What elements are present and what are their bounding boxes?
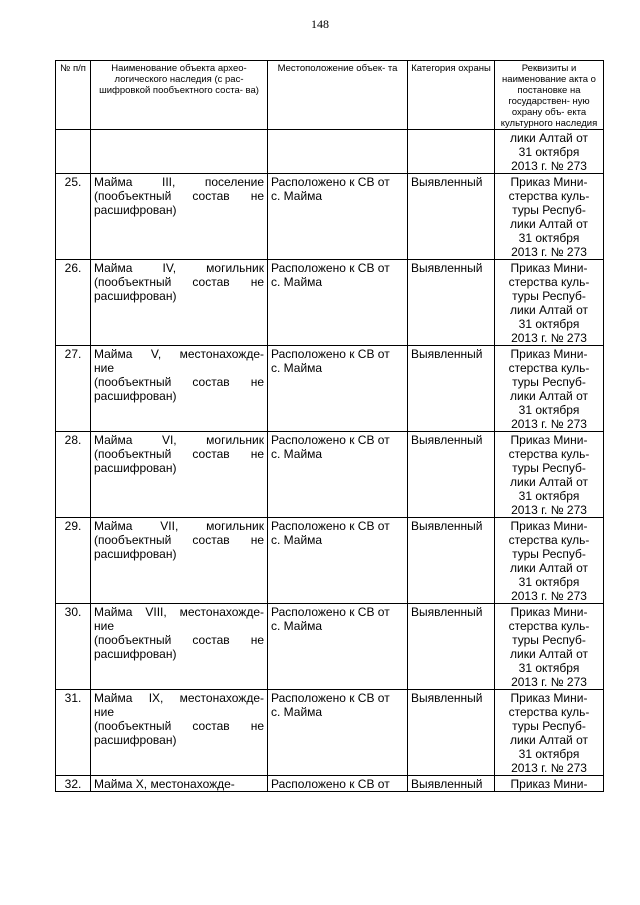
table-header-row [56, 61, 604, 130]
cell-line: 2013 г. № 273 [511, 503, 587, 517]
cell-line: 2013 г. № 273 [511, 245, 587, 259]
cell-line: Приказ Мини- [510, 261, 588, 275]
cell-line: 2013 г. № 273 [511, 331, 587, 345]
header-location: Местоположение объек- та [268, 61, 408, 130]
cell-line: с. Майма [271, 705, 323, 719]
header-name: Наименование объекта архео- логического наследия (с рас- шифровкой пообъектного соста- ва) [91, 61, 268, 130]
location-cell [268, 690, 408, 776]
continuation-category-cell [408, 130, 495, 174]
cell-line: с. Майма [271, 447, 323, 461]
row-number: 26. [56, 260, 91, 346]
table-row-partial [56, 776, 604, 792]
heritage-register-table [55, 60, 604, 792]
cell-line: 31 октября [518, 489, 580, 503]
cell-line: Приказ Мини- [510, 175, 588, 189]
cell-line: туры Респуб- [512, 461, 586, 475]
continuation-row [56, 130, 604, 174]
location-cell [268, 604, 408, 690]
cell-line: Майма VIII, местонахожде- [94, 605, 264, 619]
requisites-cell [495, 690, 604, 776]
cell-line: расшифрован) [94, 289, 177, 303]
table-row [56, 260, 604, 346]
cell-line: (пообъектный состав не [94, 189, 264, 203]
row-number: 29. [56, 518, 91, 604]
requisites-cell [495, 260, 604, 346]
cell-line: 31 октября [518, 747, 580, 761]
header-requisites: Реквизиты и наименование акта о постановке на государствен- ную охрану объ- екта культурного наследия [495, 61, 604, 130]
table-row [56, 432, 604, 518]
row-number: 31. [56, 690, 91, 776]
location-cell [268, 346, 408, 432]
category-cell: Выявленный [408, 260, 495, 346]
category-cell: Выявленный [408, 690, 495, 776]
cell-line: 31 октября [518, 231, 580, 245]
table-row [56, 346, 604, 432]
cell-line: расшифрован) [94, 203, 177, 217]
location-cell [268, 174, 408, 260]
cell-line: стерства куль- [508, 361, 590, 375]
cell-line: Расположено к СВ от [271, 691, 390, 705]
row-number: 30. [56, 604, 91, 690]
object-name-cell [91, 346, 268, 432]
cell-line: расшифрован) [94, 547, 177, 561]
cell-line: расшифрован) [94, 389, 177, 403]
cell-line: стерства куль- [508, 275, 590, 289]
cell-line: стерства куль- [508, 705, 590, 719]
continuation-num-cell [56, 130, 91, 174]
requisites-cell [495, 346, 604, 432]
object-name-cell [91, 432, 268, 518]
header-num: № п/п [56, 61, 91, 130]
cell-line: Приказ Мини- [510, 519, 588, 533]
cell-line: Майма VII, могильник [94, 519, 264, 533]
table-row [56, 174, 604, 260]
cell-line: Майма V, местонахожде- [94, 347, 264, 361]
requisites-cell [495, 174, 604, 260]
cell-line: расшифрован) [94, 733, 177, 747]
cell-line: Расположено к СВ от [271, 261, 390, 275]
cell-line: 2013 г. № 273 [511, 675, 587, 689]
cell-line: ние [94, 705, 115, 719]
cell-line: Приказ Мини- [510, 691, 588, 705]
location-cell: Расположено к СВ от [268, 776, 408, 792]
object-name-cell [91, 260, 268, 346]
requisites-line: лики Алтай от [510, 131, 588, 145]
cell-line: с. Майма [271, 361, 323, 375]
category-cell: Выявленный [408, 346, 495, 432]
cell-line: (пообъектный состав не [94, 375, 264, 389]
cell-line: ние [94, 619, 115, 633]
page-number: 148 [311, 17, 329, 31]
object-name-cell [91, 174, 268, 260]
cell-line: стерства куль- [508, 189, 590, 203]
cell-line: лики Алтай от [510, 475, 588, 489]
location-cell [268, 432, 408, 518]
cell-line: туры Респуб- [512, 203, 586, 217]
object-name-cell [91, 690, 268, 776]
continuation-location-cell [268, 130, 408, 174]
cell-line: 31 октября [518, 403, 580, 417]
cell-line: 2013 г. № 273 [511, 589, 587, 603]
row-number: 25. [56, 174, 91, 260]
cell-line: лики Алтай от [510, 303, 588, 317]
cell-line: с. Майма [271, 275, 323, 289]
cell-line: (пообъектный состав не [94, 533, 264, 547]
cell-line: 2013 г. № 273 [511, 761, 587, 775]
table-row [56, 690, 604, 776]
cell-line: 31 октября [518, 661, 580, 675]
cell-line: Майма VI, могильник [94, 433, 264, 447]
cell-line: Приказ Мини- [510, 433, 588, 447]
row-number: 32. [56, 776, 91, 792]
cell-line: стерства куль- [508, 619, 590, 633]
cell-line: туры Респуб- [512, 633, 586, 647]
continuation-requisites-cell [495, 130, 604, 174]
cell-line: Расположено к СВ от [271, 433, 390, 447]
cell-line: Майма IX, местонахожде- [94, 691, 264, 705]
table-row [56, 604, 604, 690]
cell-line: лики Алтай от [510, 733, 588, 747]
object-name-cell: Майма X, местонахожде- [91, 776, 268, 792]
cell-line: с. Майма [271, 533, 323, 547]
cell-line: туры Респуб- [512, 719, 586, 733]
table-row [56, 518, 604, 604]
requisites-line: 2013 г. № 273 [511, 159, 587, 173]
cell-line: с. Майма [271, 619, 323, 633]
cell-line: лики Алтай от [510, 647, 588, 661]
cell-line: расшифрован) [94, 647, 177, 661]
row-number: 27. [56, 346, 91, 432]
category-cell: Выявленный [408, 604, 495, 690]
cell-line: ние [94, 361, 115, 375]
requisites-cell [495, 604, 604, 690]
cell-line: Расположено к СВ от [271, 175, 390, 189]
cell-line: лики Алтай от [510, 217, 588, 231]
cell-line: расшифрован) [94, 461, 177, 475]
cell-line: лики Алтай от [510, 561, 588, 575]
cell-line: Майма IV, могильник [94, 261, 264, 275]
category-cell: Выявленный [408, 518, 495, 604]
location-cell [268, 518, 408, 604]
header-category: Категория охраны [408, 61, 495, 130]
cell-line: туры Респуб- [512, 547, 586, 561]
cell-line: Расположено к СВ от [271, 347, 390, 361]
cell-line: стерства куль- [508, 533, 590, 547]
category-cell: Выявленный [408, 174, 495, 260]
row-number: 28. [56, 432, 91, 518]
cell-line: лики Алтай от [510, 389, 588, 403]
cell-line: Приказ Мини- [510, 605, 588, 619]
requisites-line: 31 октября [518, 145, 580, 159]
cell-line: (пообъектный состав не [94, 633, 264, 647]
category-cell: Выявленный [408, 776, 495, 792]
requisites-cell [495, 518, 604, 604]
cell-line: Майма III, поселение [94, 175, 264, 189]
cell-line: (пообъектный состав не [94, 275, 264, 289]
cell-line: туры Респуб- [512, 375, 586, 389]
cell-line: 31 октября [518, 317, 580, 331]
cell-line: 2013 г. № 273 [511, 417, 587, 431]
object-name-cell [91, 518, 268, 604]
cell-line: Расположено к СВ от [271, 519, 390, 533]
cell-line: (пообъектный состав не [94, 447, 264, 461]
cell-line: туры Респуб- [512, 289, 586, 303]
cell-line: Приказ Мини- [510, 347, 588, 361]
cell-line: Расположено к СВ от [271, 605, 390, 619]
continuation-name-cell [91, 130, 268, 174]
cell-line: с. Майма [271, 189, 323, 203]
cell-line: стерства куль- [508, 447, 590, 461]
object-name-cell [91, 604, 268, 690]
requisites-cell [495, 432, 604, 518]
cell-line: 31 октября [518, 575, 580, 589]
location-cell [268, 260, 408, 346]
category-cell: Выявленный [408, 432, 495, 518]
cell-line: (пообъектный состав не [94, 719, 264, 733]
requisites-cell: Приказ Мини- [495, 776, 604, 792]
